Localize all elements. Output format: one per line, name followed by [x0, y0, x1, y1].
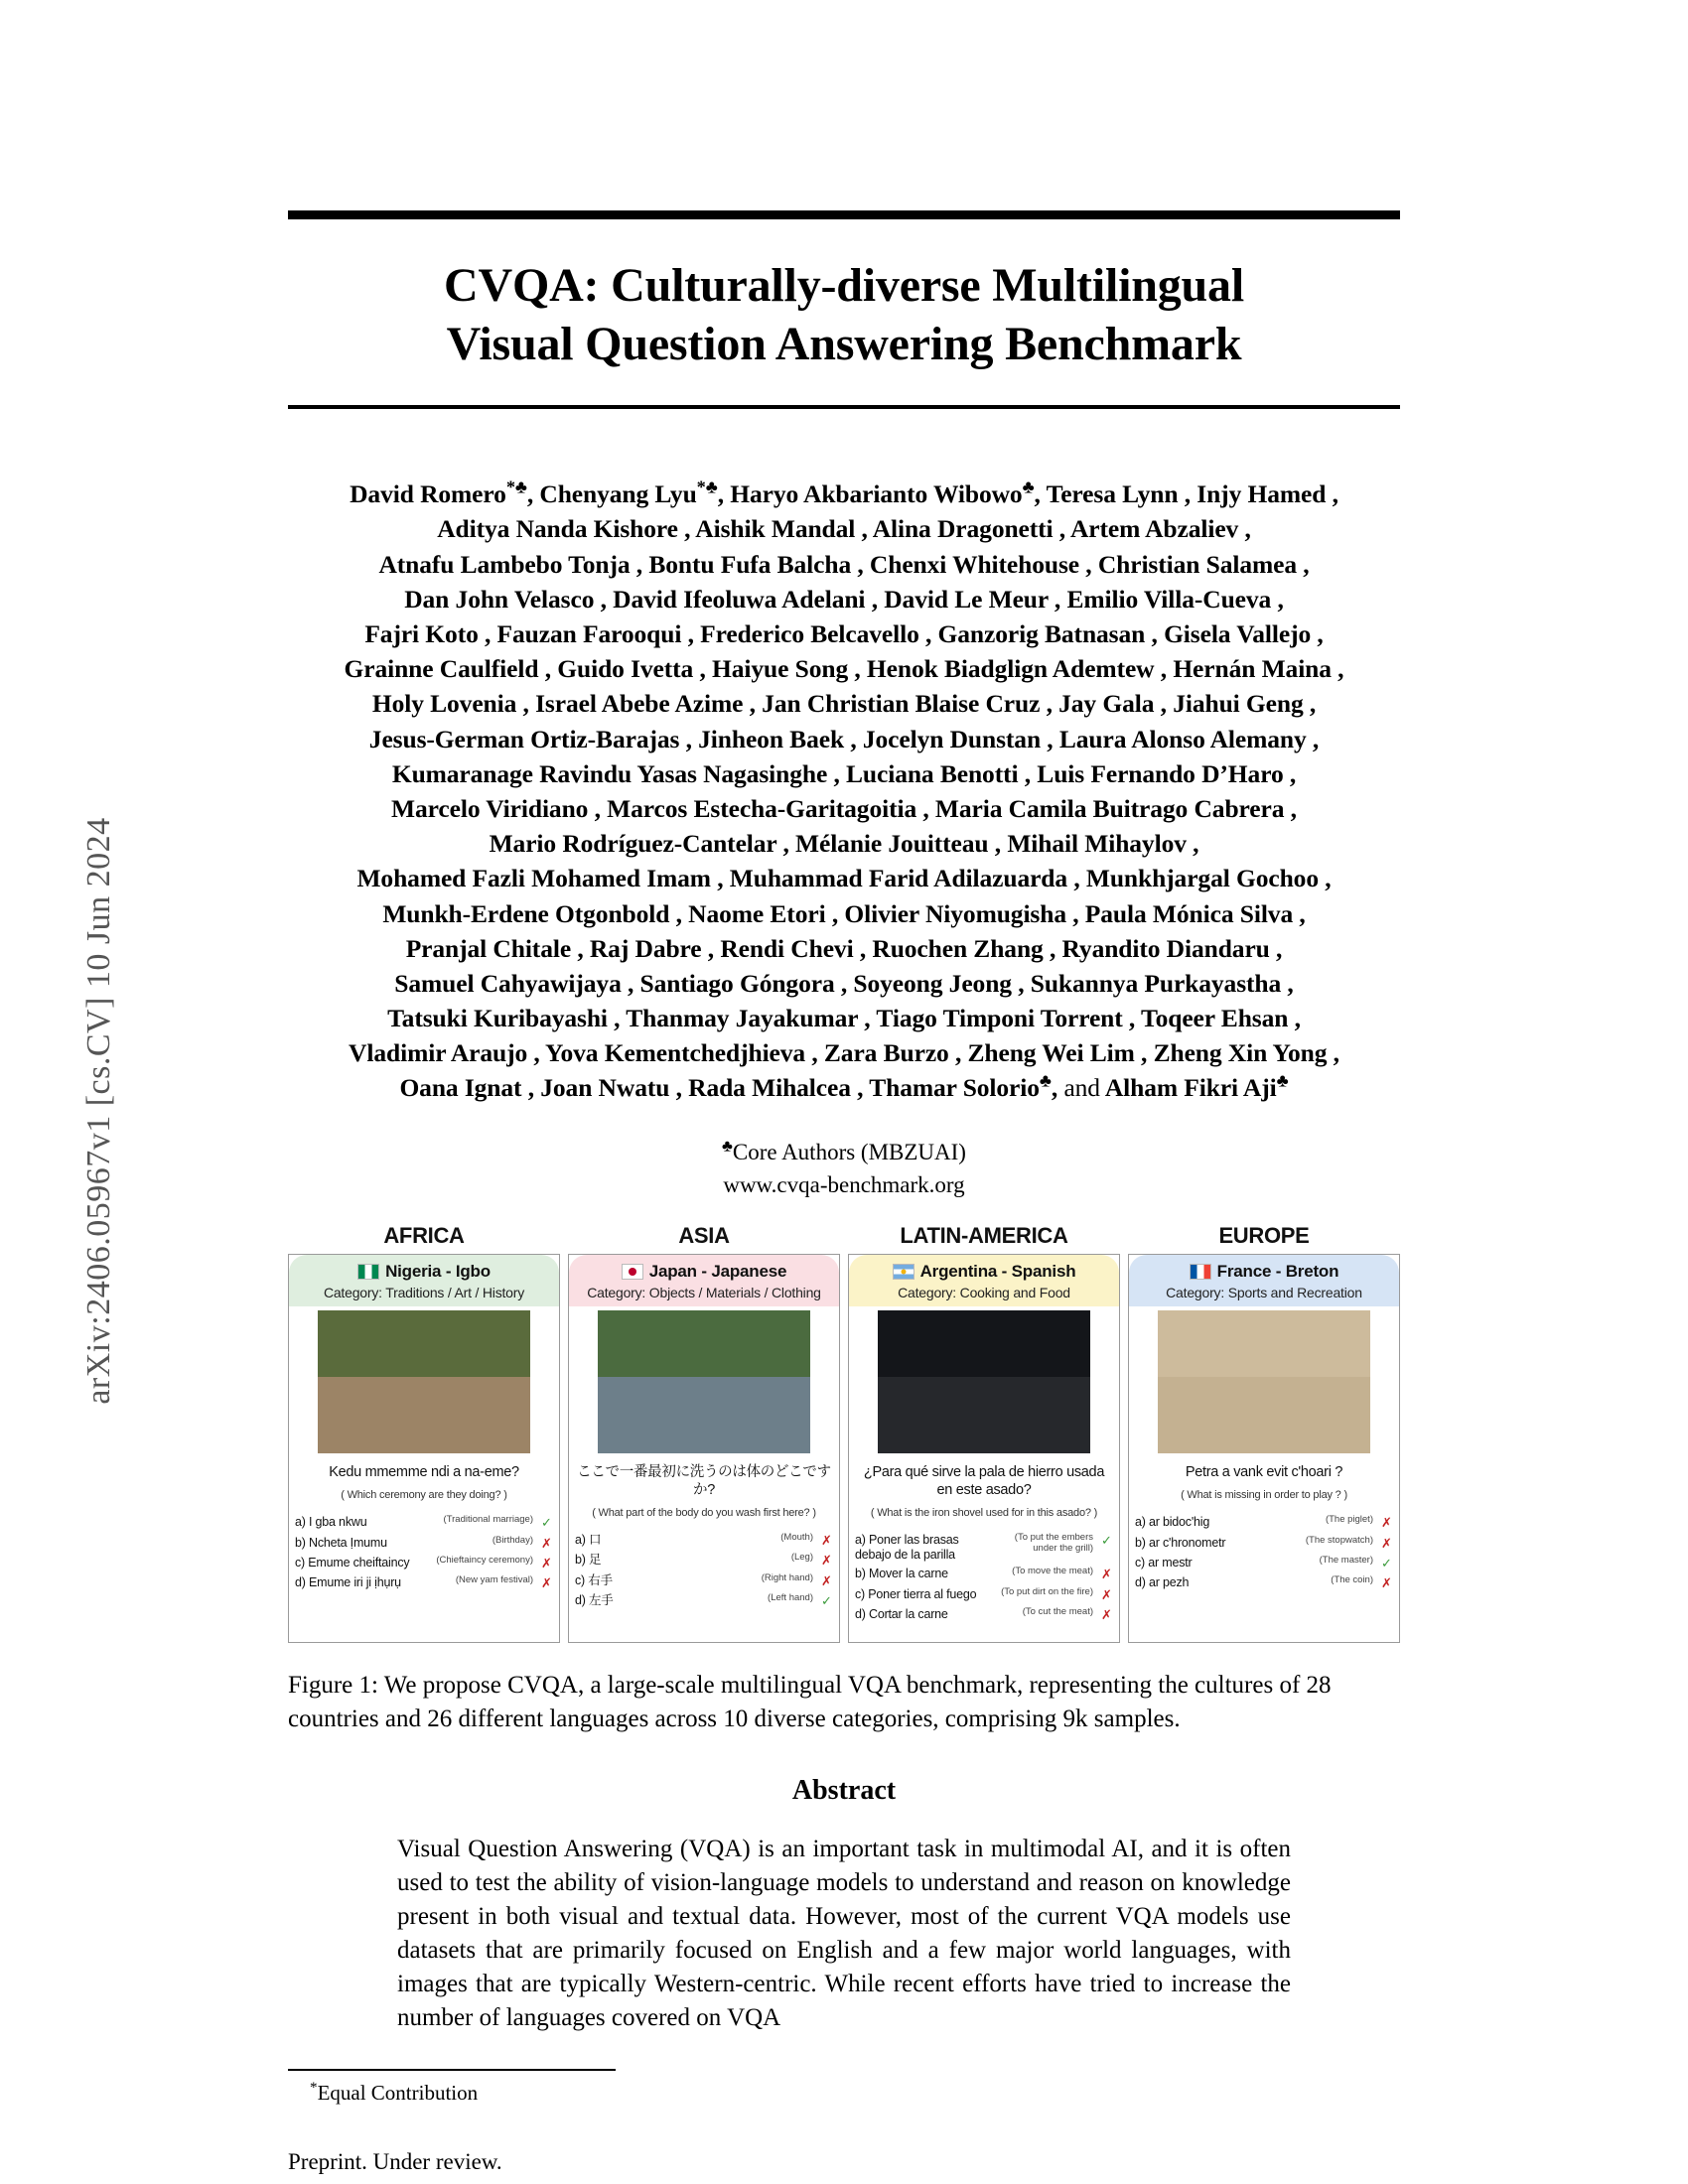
footnote-equal-contribution: *Equal Contribution	[310, 2080, 479, 2106]
answer-option-gloss: (To cut the meat)	[1022, 1606, 1093, 1618]
country-language-text: Nigeria - Igbo	[385, 1262, 491, 1282]
country-language-text: Japan - Japanese	[648, 1262, 787, 1282]
category-label: Category: Objects / Materials / Clothing	[587, 1285, 821, 1301]
figure-caption: Figure 1: We propose CVQA, a large-scale multilingual VQA benchmark, representing the cultures of 28 countries and 26 different languages across 10 diverse categories, comprising 9k samples.	[288, 1672, 1332, 1732]
answer-option-gloss: (To put the embers under the grill)	[1014, 1531, 1093, 1554]
answer-option-text: b) Mover la carne	[855, 1567, 948, 1581]
sample-question: ここで一番最初に洗うのは体のどこですか?	[577, 1464, 831, 1498]
answer-option-text: b) ar c'hronometr	[1135, 1535, 1226, 1550]
answer-option[interactable]	[295, 1515, 553, 1530]
answer-option-gloss: (The coin)	[1331, 1574, 1373, 1586]
answer-option[interactable]	[295, 1556, 553, 1570]
sample-card	[288, 1254, 560, 1643]
check-icon: ✓	[541, 1515, 552, 1531]
affiliation-block	[288, 1136, 1400, 1202]
cross-icon: ✗	[1101, 1607, 1112, 1623]
answer-options	[1135, 1515, 1393, 1634]
region-title: EUROPE	[1218, 1223, 1310, 1249]
japan-flag-icon	[622, 1264, 643, 1280]
author-line: Pranjal Chitale , Raj Dabre , Rendi Chevi , Ruochen Zhang , Ryandito Diandaru ,	[405, 933, 1283, 963]
author-line: Aditya Nanda Kishore , Aishik Mandal , Alina Dragonetti , Artem Abzaliev ,	[437, 514, 1251, 544]
answer-option-text: d) 左手	[575, 1592, 614, 1607]
answer-option-gloss: (The stopwatch)	[1305, 1534, 1373, 1546]
figure-panel	[288, 1223, 560, 1643]
answer-option-gloss: (To move the meat)	[1012, 1566, 1093, 1577]
author-list	[288, 477, 1400, 1105]
region-title: ASIA	[678, 1223, 730, 1249]
answer-option-text: d) Emume iri ji ịhụrụ	[295, 1575, 401, 1590]
photo-lower-region	[598, 1377, 810, 1454]
cross-icon: ✗	[1381, 1535, 1392, 1551]
author-line: Mario Rodríguez-Cantelar , Mélanie Jouitteau , Mihail Mihaylov ,	[489, 829, 1199, 859]
author-line: Samuel Cahyawijaya , Santiago Góngora , Soyeong Jeong , Sukannya Purkayastha ,	[394, 968, 1294, 998]
author-line: Dan John Velasco , David Ifeoluwa Adelani , David Le Meur , Emilio Villa-Cueva ,	[404, 584, 1284, 614]
check-icon: ✓	[821, 1592, 832, 1608]
author-line: Mohamed Fazli Mohamed Imam , Muhammad Farid Adilazuarda , Munkhjargal Gochoo ,	[356, 864, 1332, 893]
check-icon: ✓	[1101, 1532, 1112, 1548]
cross-icon: ✗	[821, 1553, 832, 1569]
figure-panel	[848, 1223, 1120, 1643]
author-line: Munkh-Erdene Otgonbold , Naome Etori , Olivier Niyomugisha , Paula Mónica Silva ,	[382, 898, 1306, 928]
sample-question-translation: ( What is the iron shovel used for in this asado? )	[870, 1506, 1098, 1519]
answer-option[interactable]	[295, 1536, 553, 1551]
sample-photo	[1158, 1310, 1370, 1453]
abstract-heading: Abstract	[791, 1775, 897, 1807]
cross-icon: ✗	[1101, 1586, 1112, 1602]
paper-page	[288, 0, 1400, 2184]
sample-photo	[598, 1310, 810, 1453]
author-line: Vladimir Araujo , Yova Kementchedjhieva , Zara Burzo , Zheng Wei Lim , Zheng Xin Yong ,	[349, 1038, 1339, 1068]
answer-option-gloss: (Leg)	[790, 1552, 813, 1564]
country-language-label	[1133, 1262, 1395, 1282]
photo-upper-region	[598, 1310, 810, 1376]
category-label: Category: Cooking and Food	[898, 1285, 1070, 1301]
category-label: Category: Sports and Recreation	[1166, 1285, 1362, 1301]
check-icon: ✓	[1381, 1555, 1392, 1570]
cross-icon: ✗	[541, 1555, 552, 1570]
answer-options	[295, 1515, 553, 1634]
footnote-separator	[288, 2069, 616, 2071]
answer-option-text: c) Poner tierra al fuego	[855, 1586, 977, 1601]
figure-1	[288, 1223, 1400, 1643]
answer-option-gloss: (New yam festival)	[455, 1574, 533, 1586]
cross-icon: ✗	[1381, 1575, 1392, 1591]
answer-option-text: c) ar mestr	[1135, 1555, 1193, 1570]
answer-option-gloss: (Birthday)	[492, 1534, 533, 1546]
answer-option-text: d) Cortar la carne	[855, 1607, 948, 1622]
photo-lower-region	[1158, 1377, 1370, 1454]
answer-options	[575, 1533, 833, 1634]
card-header	[569, 1255, 839, 1306]
region-title: AFRICA	[383, 1223, 465, 1249]
france-flag-icon	[1190, 1264, 1211, 1280]
answer-option[interactable]	[575, 1593, 833, 1608]
answer-option-text: c) 右手	[575, 1572, 613, 1587]
sample-question: Petra a vank evit c'hoari ?	[1185, 1464, 1343, 1481]
card-header	[289, 1255, 559, 1306]
sample-question: Kedu mmemme ndi a na-eme?	[329, 1464, 519, 1481]
card-header	[849, 1255, 1119, 1306]
title-line-2: Visual Question Answering Benchmark	[446, 317, 1242, 370]
author-line: Fajri Koto , Fauzan Farooqui , Frederico Belcavello , Ganzorig Batnasan , Gisela Vallejo ,	[364, 619, 1324, 648]
author-line: Atnafu Lambebo Tonja , Bontu Fufa Balcha , Chenxi Whitehouse , Christian Salamea ,	[378, 549, 1310, 579]
answer-option[interactable]	[1135, 1515, 1393, 1530]
sample-card	[1128, 1254, 1400, 1643]
cross-icon: ✗	[1381, 1515, 1392, 1531]
answer-option-text: a) ar bidoc'hig	[1135, 1515, 1210, 1530]
answer-option[interactable]	[575, 1533, 833, 1548]
answer-option[interactable]	[575, 1553, 833, 1568]
sample-photo	[318, 1310, 530, 1453]
author-line: Grainne Caulfield , Guido Ivetta , Haiyue Song , Henok Biadglign Ademtew , Hernán Maina ,	[344, 654, 1344, 684]
argentina-flag-icon	[893, 1264, 914, 1280]
answer-option-gloss: (Mouth)	[780, 1531, 813, 1543]
cross-icon: ✗	[541, 1575, 552, 1591]
title-rule-top	[288, 210, 1400, 219]
author-line: Tatsuki Kuribayashi , Thanmay Jayakumar , Tiago Timponi Torrent , Toqeer Ehsan ,	[387, 1004, 1301, 1033]
country-language-text: France - Breton	[1216, 1262, 1339, 1282]
country-language-label	[853, 1262, 1115, 1282]
answer-option[interactable]	[855, 1607, 1113, 1622]
answer-option[interactable]	[855, 1587, 1113, 1602]
arxiv-stamp	[0, 0, 149, 2184]
answer-option-gloss: (The master)	[1319, 1554, 1373, 1566]
region-title: LATIN-AMERICA	[900, 1223, 1068, 1249]
preprint-status: Preprint. Under review.	[288, 2149, 502, 2175]
author-line: Holy Lovenia , Israel Abebe Azime , Jan Christian Blaise Cruz , Jay Gala , Jiahui Geng ,	[371, 689, 1317, 719]
title-rule-bottom	[288, 405, 1400, 409]
cross-icon: ✗	[821, 1572, 832, 1588]
arxiv-stamp-text: arXiv:2406.05967v1 [cs.CV] 10 Jun 2024	[80, 817, 117, 1405]
figure-panel	[1128, 1223, 1400, 1643]
answer-option[interactable]	[855, 1567, 1113, 1581]
sample-card	[568, 1254, 840, 1643]
author-line: Oana Ignat , Joan Nwatu , Rada Mihalcea , Thamar Solorio♣, and Alham Fikri Aji♣	[399, 1070, 1289, 1103]
cross-icon: ✗	[1101, 1567, 1112, 1582]
page-title	[288, 257, 1400, 373]
photo-lower-region	[878, 1377, 1090, 1454]
answer-option-text: a) I gba nkwu	[295, 1515, 367, 1530]
answer-option[interactable]	[575, 1573, 833, 1588]
card-header	[1129, 1255, 1399, 1306]
author-line: David Romero*♣, Chenyang Lyu*♣, Haryo Akbarianto Wibowo♣, Teresa Lynn , Injy Hamed ,	[350, 477, 1338, 509]
answer-option-text: a) 口	[575, 1532, 602, 1547]
answer-option-gloss: (Traditional marriage)	[443, 1514, 533, 1526]
sample-question-translation: ( Which ceremony are they doing? )	[341, 1489, 507, 1501]
answer-option[interactable]	[295, 1575, 553, 1590]
author-line: Marcelo Viridiano , Marcos Estecha-Garitagoitia , Maria Camila Buitrago Cabrera ,	[391, 793, 1297, 823]
photo-upper-region	[318, 1310, 530, 1376]
answer-option[interactable]	[855, 1533, 1113, 1563]
country-language-label	[293, 1262, 555, 1282]
answer-option-text: b) Ncheta Ịmumu	[295, 1535, 387, 1550]
answer-option-text: b) 足	[575, 1553, 602, 1568]
answer-option-text: a) Poner las brasas debajo de la parilla	[855, 1532, 959, 1562]
answer-option[interactable]	[1135, 1536, 1393, 1551]
sample-question-translation: ( What is missing in order to play ? )	[1181, 1489, 1347, 1501]
answer-option-gloss: (Left hand)	[768, 1591, 813, 1603]
cross-icon: ✗	[821, 1532, 832, 1548]
category-label: Category: Traditions / Art / History	[323, 1285, 525, 1301]
answer-options	[855, 1533, 1113, 1634]
figure-panel	[568, 1223, 840, 1643]
title-line-1: CVQA: Culturally-diverse Multilingual	[444, 259, 1244, 312]
answer-option-gloss: (Right hand)	[761, 1571, 813, 1583]
sample-photo	[878, 1310, 1090, 1453]
photo-upper-region	[1158, 1310, 1370, 1376]
country-language-text: Argentina - Spanish	[919, 1262, 1076, 1282]
core-authors-note: ♣Core Authors (MBZUAI)	[722, 1135, 966, 1164]
answer-option-gloss: (Chieftaincy ceremony)	[436, 1554, 533, 1566]
answer-option-gloss: (To put dirt on the fire)	[1001, 1585, 1093, 1597]
abstract-text: Visual Question Answering (VQA) is an important task in multimodal AI, and it is often used to test the ability of vision-language models to understand and reason on knowledge present in both visual and textual data. However, most of the current VQA models use datasets that are primarily focused on English and a few major world languages, with images that are typically Western-centric. While recent efforts have tried to increase the number of languages covered on VQA	[397, 1836, 1291, 2032]
photo-upper-region	[878, 1310, 1090, 1376]
sample-question: ¿Para qué sirve la pala de hierro usada en este asado?	[863, 1464, 1105, 1498]
answer-option-gloss: (The piglet)	[1325, 1514, 1373, 1526]
cross-icon: ✗	[541, 1535, 552, 1551]
author-line: Kumaranage Ravindu Yasas Nagasinghe , Luciana Benotti , Luis Fernando D’Haro ,	[391, 758, 1297, 788]
author-line: Jesus-German Ortiz-Barajas , Jinheon Baek , Jocelyn Dunstan , Laura Alonso Alemany ,	[368, 724, 1320, 753]
answer-option-text: c) Emume cheiftaincy	[295, 1555, 410, 1570]
answer-option[interactable]	[1135, 1575, 1393, 1590]
answer-option[interactable]	[1135, 1556, 1393, 1570]
answer-option-text: d) ar pezh	[1135, 1575, 1190, 1590]
project-website[interactable]: www.cvqa-benchmark.org	[723, 1171, 965, 1197]
sample-question-translation: ( What part of the body do you wash first here? )	[592, 1506, 816, 1519]
photo-lower-region	[318, 1377, 530, 1454]
nigeria-flag-icon	[357, 1264, 379, 1280]
sample-card	[848, 1254, 1120, 1643]
country-language-label	[573, 1262, 835, 1282]
